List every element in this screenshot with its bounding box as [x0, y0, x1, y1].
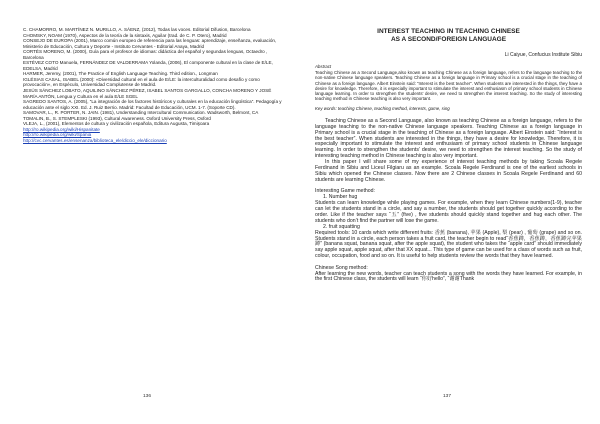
reference-list: [23, 27, 282, 127]
page-number: 136: [143, 394, 152, 399]
body-paragraph: Required tools: 10 cards which write different fruits: 香蕉 (banana), 苹果 (Apple), 梨 (pear) , 葡萄 (grape) and so on. Students stand in a circle, each person takes a fruit card, the teacher begin to read“香蕉蹲，香蕉蹲，香蕉蹲完苹果蹲” (banana squat, banana squat, after the apple squat), the student who takes the “apple card” should immediately say apple squat, apple squat, after that XX squat... This type of game can be used for a class of words such as fruit, colour, occupation, food and so on. It is useful to help students review the words that they have learned.: [315, 229, 582, 260]
abstract-text: Teaching Chinese as a Second Language,also known as teaching Chinese as a foreign language, refers to the language teaching to the non-native Chinese language speakers. Teaching Chinese as a foreign language in Primary school is a crucial stage in the teaching of Chinese as a foreign language. Albert Einstein said: “Interest is the best teacher”. When students are interested in the things, they have a desire for knowledge. Therefore, it is especially important to stimulate the interest and enthusiasm of primary school students in Chinese language learning. In order to strengthen the students’ desire, we need to strengthen the interest teaching. So the study of interesting teaching method in Chinese teaching is also very important.: [315, 70, 582, 102]
reference-item: CORTÉS MORENO, M. (2000), Guía para el profesor de idiomas: didáctica del español y segundas lenguas, Octaedro , Barcelona: [23, 49, 268, 60]
reference-item: SAMOVAR, L., R. PORTER, N. JAIN. (1981), Understanding Intercultural Communication. Wadsworth, Belmont, CA: [23, 110, 259, 116]
reference-item: ESTÉVEZ COTO Manuela, FERNÁNDEZ DE VALDERRAMA Yolanda, (2006), El componente cultural en la clase de E/LE, EDELSA, Madrid: [23, 60, 273, 71]
reference-item: JESÚS SÁNCHEZ LOBATO, AQUILINO SÁNCHEZ PÉREZ, ISABEL SANTOS GARGALLO, CONCHA MORENO Y JOSÉ MARÍA ANTÓN, Lengua y Cultura en el aula E/LE SGEL: [23, 88, 272, 99]
title-line: AS A SECOND/FOREIGN LANGUAGE: [390, 36, 507, 43]
reference-item: CHOMSKY, NOAM (1970), Aspectos de la teoría de la sintaxis, Aguilar (trad. de C. P. Otero), Madrid: [23, 32, 227, 38]
article-title: [315, 28, 582, 44]
reference-link[interactable]: http://cvc.cervantes.es/ensenanza/biblioteca_ele/diccio_ele/diccionario: [23, 137, 167, 143]
list-item-title: 1. Number hug: [323, 194, 358, 201]
keywords: Key words: teaching Chinese, teaching method, interests, game, sing: [315, 105, 450, 111]
reference-item: CONSEJO DE EUROPA (2001), Marco común europeo de referencia para las lenguas: aprendizaje, enseñanza, evaluación, Ministerio de Educación, Cultura y Deporte - Instituto Cervantes - Editorial Anaya, Madrid: [23, 38, 277, 49]
reference-link[interactable]: http://ro.wikipedia.org/wiki/Spania: [23, 132, 92, 138]
list-item-title: 2. fruit squatting: [323, 223, 360, 230]
reference-item: SAGREDO SANTOS, A. (2005), “La integración de los factores históricos y culturales en la educación lingüística”. Pedagogía y educación ante el siglo XXI. Ed. J. Ruiz Berrio. Madrid: Facultad de Educación, UCM. 1-7. (Soporte CD).: [23, 99, 282, 110]
body-paragraph: After learning the new words, teacher can teach students a song with the words they have learned. For example, in the first Chinese class, the students will learn “你好hello”, “谢谢Thank: [315, 270, 582, 283]
page-number: 137: [443, 394, 452, 399]
reference-item: IGLÉSIAS CASAL, ISABEL (2000): «Diversidad cultural en el aula de E/LE: la interculturalidad como desafío y como provocación», en Espéculo, Universidad Complutense de Madrid.: [23, 76, 260, 88]
body-paragraph: In this paper I will share some of my experience of interest teaching methods by taking Scoala Regele Ferdinand in Sibiu and Liceul Filgiaru as an example. Scoala Regele Ferdinand is one of the earliest schools in Sibiu which opened the Chinese classes. Now there are 2 Chinese classes in Scoala Regele Ferdinand and 60 students are learning Chinese.: [315, 159, 582, 183]
reference-item: TOMALIN, B., S. STEMPLESKI (1993), Cultural Awareness. Oxford University Press, Oxford: [23, 115, 211, 121]
right-page: [300, 0, 600, 424]
body-paragraph: Teaching Chinese as a Second Language, also known as teaching Chinese as a foreign language, refers to the language teaching to the non-native Chinese language speakers. Teaching Chinese as a foreign language in Primary school is a crucial stage in the teaching of Chinese as a foreign language. Albert Einstein said: “Interest is the best teacher”. When students are interested in the things, they have a desire for knowledge. Therefore, it is especially important to stimulate the interest and enthusiasm of primary school students in Chinese language learning. In order to strengthen the students’ desire, we need to strengthen the interest teaching. So the study of interesting teaching method in Chinese teaching is also very important.: [315, 117, 582, 160]
reference-link[interactable]: http://ro.wikipedia.org/wiki/Hispanitate: [23, 126, 100, 132]
reference-item: C. CHAMORRO, M. MARTÍNEZ N. MURILLO, A. SÁENZ, (2012), Todas las voces. Editorial Difusion, Barcelona: [23, 27, 251, 32]
author-line: Li Caiyue, Confucius Institute Sibiu: [504, 52, 582, 58]
section-heading: Interesting Game method:: [315, 188, 375, 195]
abstract-heading: Abstract: [315, 64, 332, 69]
reference-item: HARMER, Jeremy, (2001), The Practice of English Language Teaching. Third edition., Longman: [23, 71, 218, 77]
title-line: INTEREST TEACHING IN TEACHING CHINESE: [377, 28, 520, 35]
section-heading: Chinese Song method:: [315, 264, 368, 271]
reference-item: VLEJA, L., (2001), Elementos de cultura y civilización española, Editura Augusta, Timişoara: [23, 121, 210, 127]
body-paragraph: Students can learn knowledge while playing games. For example, when they learn Chinese numbers(1-9), teacher can let the students stand in a circle, and say a number, the students should get together quickly according to the order. Like if the teacher says “五” (five) , five students should quickly stand together and hug each other. The students who don’t find the partner will lose the game.: [315, 200, 582, 224]
